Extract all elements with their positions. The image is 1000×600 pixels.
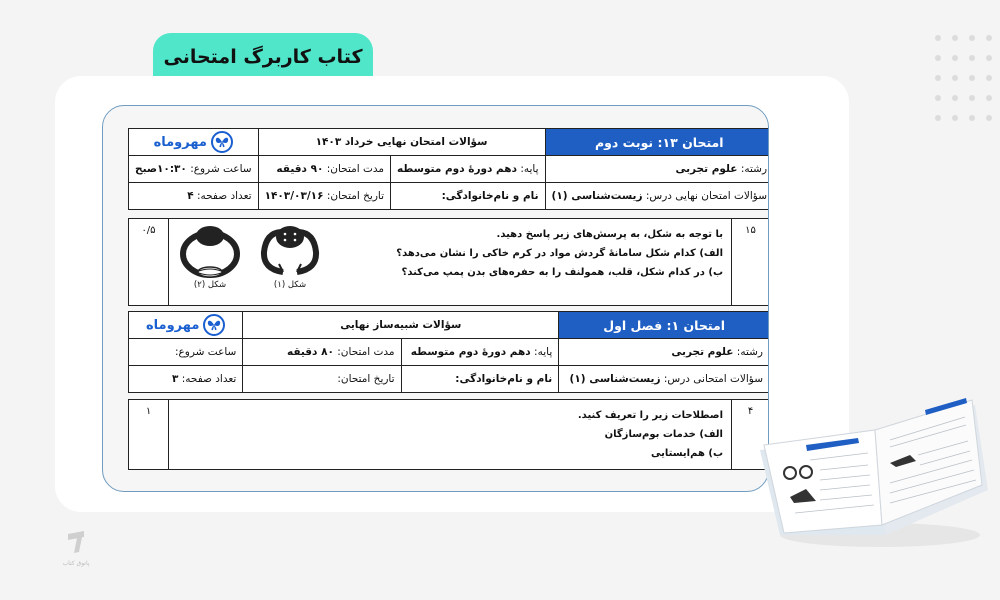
exam2-header-table bbox=[128, 311, 769, 393]
exam2-logo bbox=[129, 312, 243, 339]
exam1-duration: مدت امتحان: ۹۰ دقیقه bbox=[258, 156, 390, 183]
exam2-field: رشته: علوم تجربی bbox=[559, 339, 769, 366]
exam1-start-time: ساعت شروع: ۱۰:۳۰صبح bbox=[129, 156, 259, 183]
page-title: کتاب کاربرگ امتحانی bbox=[163, 45, 363, 68]
exam1-pages: تعداد صفحه: ۴ bbox=[129, 183, 259, 210]
brand-watermark: پاتوق کتاب bbox=[50, 528, 102, 567]
exam2-course: سؤالات امتحانی درس: زیست‌شناسی (۱) bbox=[559, 366, 769, 393]
question-body: با توجه به شکل، به پرسش‌های زیر پاسخ دهید. الف) کدام شکل سامانهٔ گردش مواد در کرم خاکی را نشان می‌دهد؟ ب) در کدام شکل، قلب، همولنف را به حفره‌های بدن پمپ می‌کند؟ bbox=[169, 219, 732, 306]
question-number: ۱۵ bbox=[732, 219, 770, 306]
exam1-logo bbox=[129, 129, 259, 156]
question-score: ۱ bbox=[129, 400, 169, 470]
exam1-grade: پایه: دهم دورهٔ دوم متوسطه bbox=[391, 156, 546, 183]
exam-paper-frame bbox=[102, 105, 769, 492]
patogh-logo-icon bbox=[65, 528, 87, 554]
question-score: ۰/۵ bbox=[129, 219, 169, 306]
circulatory-figures bbox=[179, 224, 321, 290]
question-body: اصطلاحات زیر را تعریف کنید. الف) خدمات بوم‌سازگان ب) هم‌ایستایی bbox=[169, 400, 732, 470]
exam2-pages: تعداد صفحه: ۳ bbox=[129, 366, 243, 393]
exam1-name-field: نام و نام‌خانوادگی: bbox=[391, 183, 546, 210]
exam1-header-table bbox=[128, 128, 769, 210]
butterfly-logo-icon bbox=[211, 131, 233, 153]
exam2-name-field: نام و نام‌خانوادگی: bbox=[401, 366, 559, 393]
exam2-duration: مدت امتحان: ۸۰ دقیقه bbox=[243, 339, 401, 366]
open-book-illustration bbox=[750, 385, 990, 555]
open-circulation-diagram-icon bbox=[259, 224, 321, 280]
exam1-date: تاریخ امتحان: ۱۴۰۳/۰۳/۱۶ bbox=[258, 183, 390, 210]
figure-1: شکل (۱) bbox=[259, 224, 321, 290]
exam2-title: امتحان ۱: فصل اول bbox=[559, 312, 769, 339]
exam2-subtitle: سؤالات شبیه‌ساز نهایی bbox=[243, 312, 559, 339]
open-book-icon bbox=[750, 385, 990, 555]
exam1-title: امتحان ۱۳: نوبت دوم bbox=[545, 129, 769, 156]
logo-text: مهروماه bbox=[153, 134, 207, 150]
exam1-course: سؤالات امتحان نهایی درس: زیست‌شناسی (۱) bbox=[545, 183, 769, 210]
question-number: ۴ bbox=[732, 400, 770, 470]
decorative-dot-grid bbox=[935, 35, 992, 121]
exam2-grade: پایه: دهم دورهٔ دوم متوسطه bbox=[401, 339, 559, 366]
closed-circulation-diagram-icon bbox=[179, 224, 241, 280]
exam2-date: تاریخ امتحان: bbox=[243, 366, 401, 393]
exam2-question-table bbox=[128, 399, 769, 470]
logo-text: مهروماه bbox=[145, 317, 200, 333]
butterfly-logo-icon bbox=[203, 314, 225, 336]
figure-2: شکل (۲) bbox=[179, 224, 241, 290]
exam1-subtitle: سؤالات امتحان نهایی خرداد ۱۴۰۳ bbox=[258, 129, 545, 156]
exam1-field: رشته: علوم تجربی bbox=[545, 156, 769, 183]
exam2-start-time: ساعت شروع: bbox=[129, 339, 243, 366]
